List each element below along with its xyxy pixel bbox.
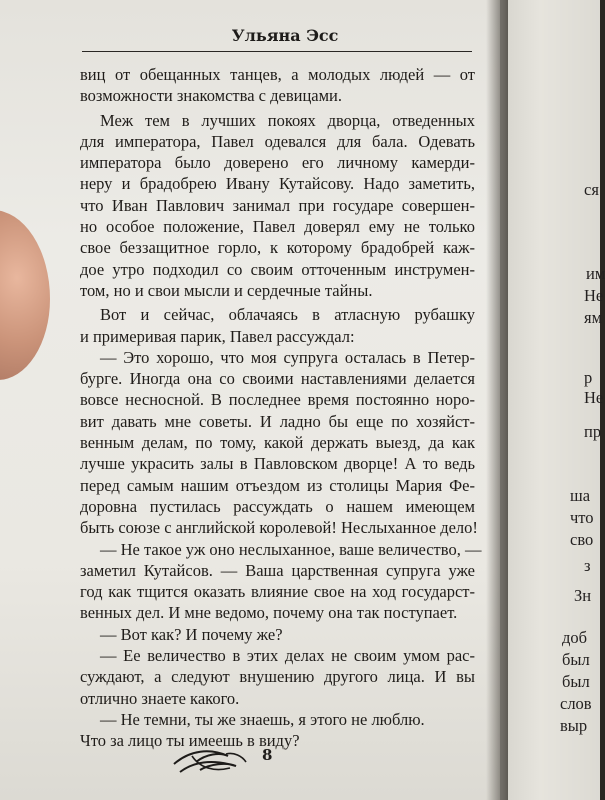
right-page-fragment: р [584,368,593,387]
right-page-fragment: слов [560,694,592,713]
right-page-fragment: что [570,508,594,527]
right-page-fragment: Не [584,388,604,407]
text-line: Меж тем в лучших покоях дворца, отведенных [100,110,475,130]
text-line: — Вот как? И почему же? [100,624,283,644]
text-line: суждают, а следуют внушению другого лица. И вы [80,667,475,687]
body-text [80,64,482,752]
right-page-fragment: ям [584,308,603,327]
text-line: перед самым нашим отъездом из столицы Мария Фе- [80,475,475,495]
text-line: вовсе несносной. В последнее время постоянно норо- [80,390,475,410]
running-header-author: Ульяна Эсс [231,26,339,45]
right-page-fragment: ша [570,486,591,505]
text-line: императора было доверено его личному камерди- [80,153,475,173]
text-line: но особое положение, Павел доверял ему не только [80,217,475,237]
right-page-fragment: з [584,556,591,575]
text-line: свое беззащитное горло, к которому брадобрей каж- [80,238,475,258]
text-line: год как тщится оказать влияние свое на ход государст- [80,582,475,602]
text-line: неру и брадобрею Ивану Кутайсову. Надо заметить, [80,174,475,194]
text-line: для императора, Павел одевался для бала. Одевать [80,131,475,151]
text-line: заметил Кутайсов. — Ваша царственная супруга уже [80,560,475,580]
ornament-flourish-icon [170,742,250,778]
right-page-fragment: Не [584,286,604,305]
text-line: бурге. Иногда она со своими наставлениями делается [80,369,475,389]
header-rule [82,51,472,52]
text-line: быть союзе с английской королевой! Неслыханное дело! [80,518,478,538]
text-line: — Не такое уж оно неслыханное, ваше величество, — [100,539,482,559]
right-page-fragment: ся [584,180,599,199]
text-line: виц от обещанных танцев, а молодых людей — от [80,65,475,84]
text-line: Вот и сейчас, облачаясь в атласную рубашку [100,305,475,325]
text-line: лучше украсить залы в Павловском дворце! А то ведь [80,454,475,474]
right-page-fragment: пр [584,422,602,441]
right-page-fragment: Зн [574,586,592,605]
text-line: венных дел. И мне ведомо, почему она так поступает. [80,603,458,623]
text-line: вит давать мне советы. И ладно бы еще по хозяйст- [80,411,475,431]
text-line: и примеривая парик, Павел рассуждал: [80,326,355,346]
text-line: — Ее величество в этих делах не своим умом рас- [100,646,475,666]
right-page-fragment: доб [562,628,588,647]
right-page-fragment: был [562,650,590,669]
text-line: — Это хорошо, что моя супруга осталась в Петер- [100,347,475,367]
right-page-fragment: сво [570,530,594,549]
text-line: отлично знаете какого. [80,688,240,708]
right-page-fragment: был [562,672,590,691]
right-page [500,0,605,800]
text-line: дое утро подходил со своим отточенным инструмен- [80,259,475,279]
book-gutter [486,0,508,800]
text-line: что Иван Павлович занимал при государе совершен- [80,195,475,215]
text-line: — Не темни, ты же знаешь, я этого не люблю. [100,709,425,729]
text-line: венным делам, по тому, какой держать выезд, да как [80,433,475,453]
text-line: возможности знакомства с девицами. [80,86,342,106]
right-page-fragment: им [586,264,605,283]
right-page-fragment: выр [560,716,588,735]
text-line: том, но и свои мысли и сердечные тайны. [80,280,373,300]
text-line: Что за лицо ты имеешь в виду? [80,731,300,751]
page-number: 8 [262,746,273,764]
text-line: доровна пустилась рассуждать о нашем имеющем [80,496,475,516]
